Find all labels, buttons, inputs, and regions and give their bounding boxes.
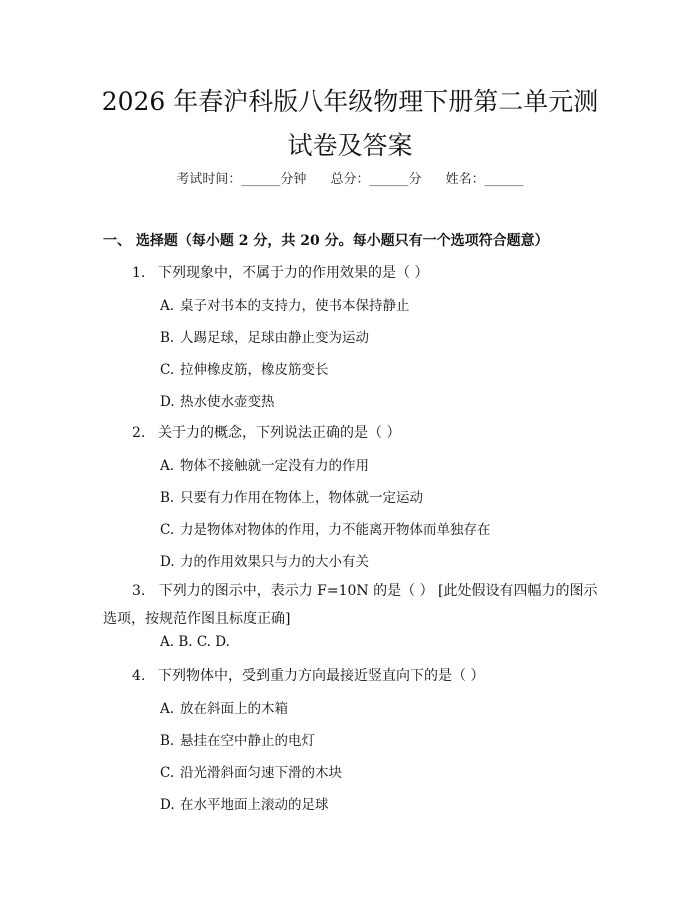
q1-option-b: B. 人踢足球，足球由静止变为运动 <box>160 330 369 346</box>
q2-option-c: C. 力是物体对物体的作用，力不能离开物体而单独存在 <box>160 522 491 538</box>
exam-time: 考试时间：______分钟 <box>176 172 307 187</box>
q4-option-c: C. 沿光滑斜面匀速下滑的木块 <box>160 765 342 781</box>
question-number: 3. <box>132 583 146 599</box>
question-1 <box>132 262 428 282</box>
q4-option-b: B. 悬挂在空中静止的电灯 <box>160 733 315 749</box>
q1-option-c: C. 拉伸橡皮筋，橡皮筋变长 <box>160 362 329 378</box>
question-text: 下列物体中，受到重力方向最接近竖直向下的是（ ） <box>158 668 485 684</box>
question-3 <box>103 577 608 633</box>
page-title <box>0 80 700 168</box>
question-text: 下列现象中，不属于力的作用效果的是（ ） <box>158 265 429 281</box>
exam-score: 总分：______分 <box>330 172 422 187</box>
q1-option-a: A. 桌子对书本的支持力，使书本保持静止 <box>160 298 410 314</box>
exam-meta <box>0 168 700 187</box>
section-heading: 一、 选择题（每小题 2 分，共 20 分。每小题只有一个选项符合题意） <box>103 233 549 249</box>
q3-options: A. B. C. D. <box>160 634 230 650</box>
q1-option-d: D. 热水使水壶变热 <box>160 394 275 410</box>
q4-option-d: D. 在水平地面上滚动的足球 <box>160 797 329 813</box>
question-text: 下列力的图示中，表示力 F=10N 的是（ ） [此处假设有四幅力的图示选项，按规范作图且标度正确] <box>103 583 598 627</box>
question-4 <box>132 665 484 685</box>
q2-option-a: A. 物体不接触就一定没有力的作用 <box>160 458 369 474</box>
question-2 <box>132 422 400 442</box>
q2-option-d: D. 力的作用效果只与力的大小有关 <box>160 554 369 570</box>
title-line-1: 2026 年春沪科版八年级物理下册第二单元测 <box>101 87 599 116</box>
question-text: 关于力的概念，下列说法正确的是（ ） <box>158 425 401 441</box>
question-number: 2. <box>132 425 146 441</box>
q2-option-b: B. 只要有力作用在物体上，物体就一定运动 <box>160 490 423 506</box>
question-number: 1. <box>132 265 146 281</box>
exam-name: 姓名：______ <box>445 172 524 187</box>
title-line-2: 试卷及答案 <box>287 131 413 160</box>
question-number: 4. <box>132 668 146 684</box>
q4-option-a: A. 放在斜面上的木箱 <box>160 701 288 717</box>
